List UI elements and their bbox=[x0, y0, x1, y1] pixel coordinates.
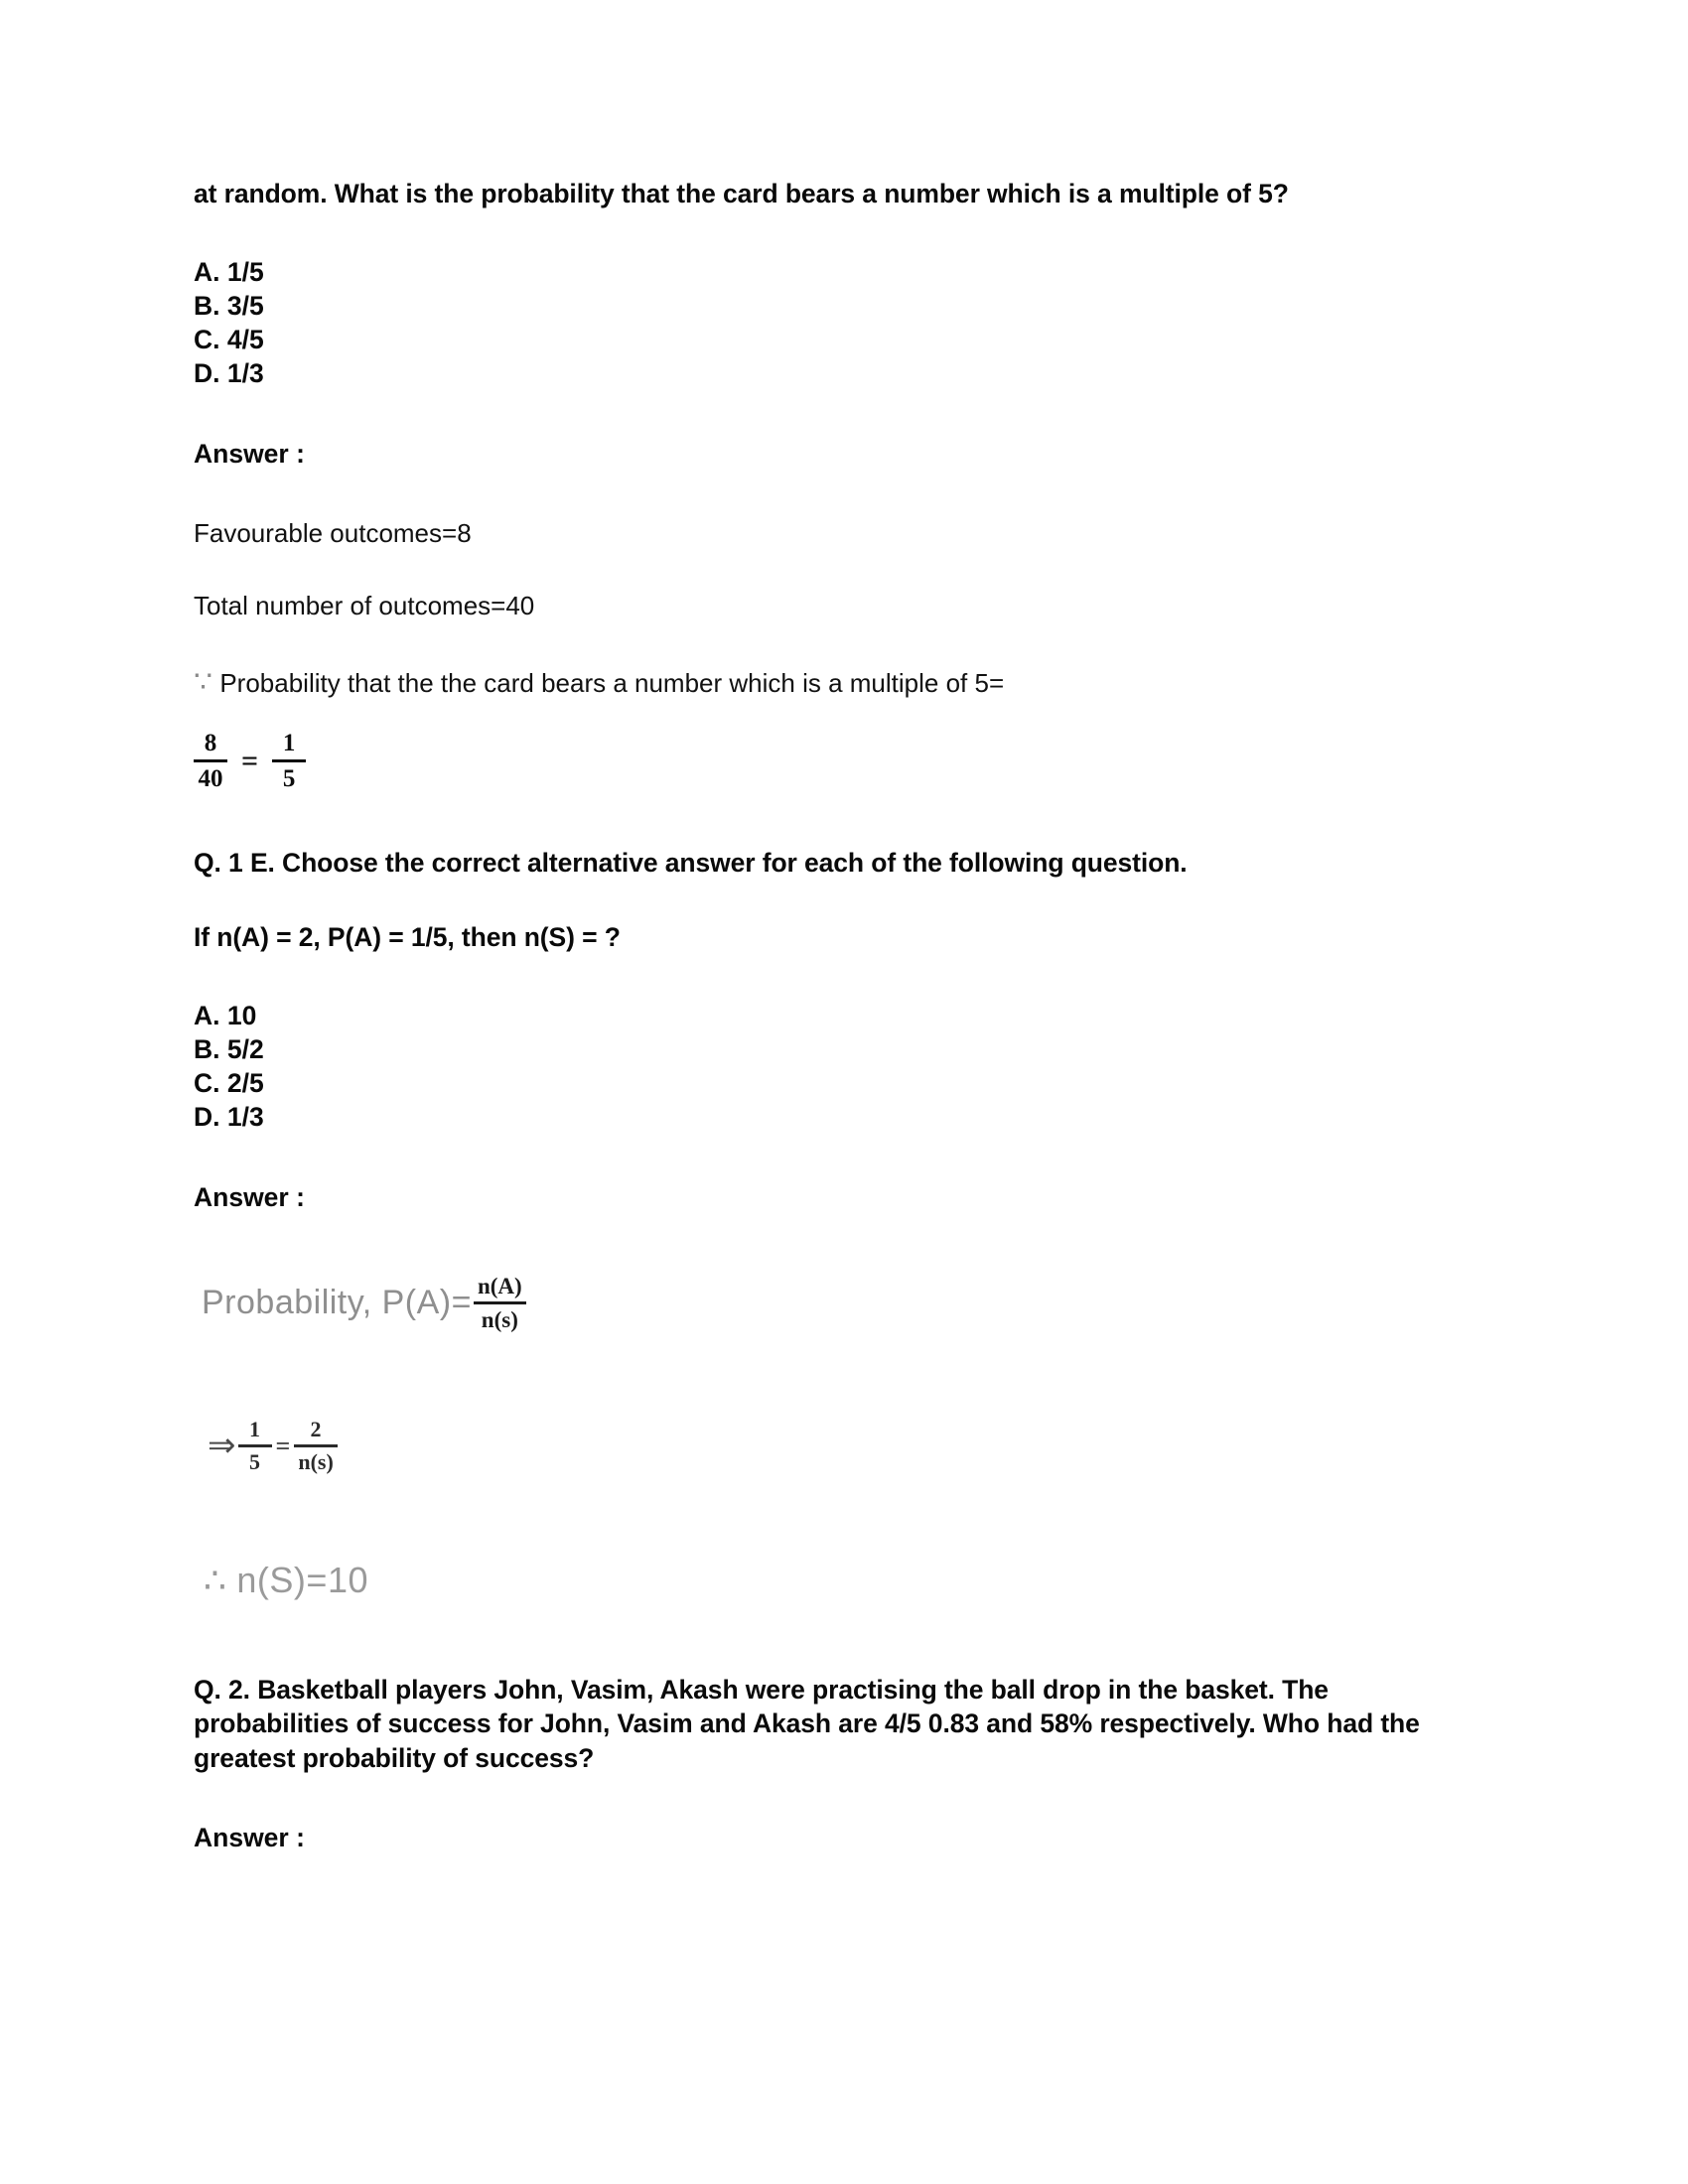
probability-formula-image bbox=[194, 1274, 1447, 1332]
denominator-ns: n(s) bbox=[481, 1307, 518, 1333]
answer-heading-1d: Answer : bbox=[194, 439, 305, 470]
probability-conclusion-text: Probability that the the card bears a number which is a multiple of 5= bbox=[219, 668, 1005, 699]
option-b: B. 3/5 bbox=[194, 291, 264, 322]
total-outcomes-line: Total number of outcomes=40 bbox=[194, 591, 535, 621]
option-d: D. 1/3 bbox=[194, 1101, 264, 1132]
fraction-equation-8-40 bbox=[194, 730, 1447, 792]
result-value: n(S)=10 bbox=[236, 1560, 368, 1601]
fraction-nA-over-ns bbox=[474, 1274, 526, 1332]
numerator-1: 1 bbox=[282, 730, 296, 757]
question-1e-options bbox=[194, 1000, 1447, 1135]
probability-formula-label: Probability, P(A)= bbox=[202, 1284, 472, 1322]
fraction-2-over-ns bbox=[294, 1418, 337, 1474]
option-d: D. 1/3 bbox=[194, 358, 264, 389]
probability-result-line bbox=[194, 1560, 1447, 1601]
because-symbol: ∵ bbox=[194, 666, 213, 700]
fraction-bar bbox=[474, 1301, 526, 1304]
fraction-bar bbox=[238, 1444, 272, 1447]
option-b: B. 5/2 bbox=[194, 1033, 264, 1064]
question-2-text: Q. 2. Basketball players John, Vasim, Akash were practising the ball drop in the basket. The probabilities of success for John, Vasim and Akash are 4/5 0.83 and 58% respectively. Who had the greatest probability of success? bbox=[194, 1675, 1420, 1773]
favourable-outcomes-line: Favourable outcomes=8 bbox=[194, 517, 472, 548]
document-content-column bbox=[194, 177, 1447, 1855]
option-c: C. 4/5 bbox=[194, 325, 264, 355]
question-1d-options bbox=[194, 256, 1447, 391]
numerator-nA: n(A) bbox=[477, 1274, 522, 1299]
question-1e-prompt: If n(A) = 2, P(A) = 1/5, then n(S) = ? bbox=[194, 921, 621, 952]
equals-sign: = bbox=[275, 1431, 291, 1460]
numerator-2: 2 bbox=[310, 1417, 322, 1442]
fraction-8-over-40 bbox=[194, 730, 227, 792]
denominator-ns: n(s) bbox=[298, 1449, 334, 1475]
fraction-bar bbox=[272, 759, 306, 762]
numerator-8: 8 bbox=[204, 730, 217, 757]
fraction-1-over-5-step bbox=[238, 1418, 272, 1474]
option-c: C. 2/5 bbox=[194, 1067, 264, 1098]
probability-conclusion-line bbox=[194, 663, 1447, 702]
fraction-bar bbox=[194, 759, 227, 762]
question-1d-stem: at random. What is the probability that the card bears a number which is a multiple of 5? bbox=[194, 179, 1289, 208]
answer-heading-2: Answer : bbox=[194, 1823, 305, 1853]
denominator-5: 5 bbox=[249, 1449, 260, 1475]
implies-arrow-icon: ⇒ bbox=[208, 1427, 236, 1464]
fraction-bar bbox=[294, 1444, 337, 1447]
denominator-5: 5 bbox=[282, 765, 296, 793]
denominator-40: 40 bbox=[198, 765, 223, 793]
option-a: A. 1/5 bbox=[194, 257, 264, 288]
equals-sign: = bbox=[241, 744, 259, 777]
therefore-symbol: ∴ bbox=[204, 1560, 227, 1601]
fraction-1-over-5 bbox=[272, 730, 306, 792]
probability-step-equation bbox=[194, 1418, 1447, 1474]
question-1e-heading: Q. 1 E. Choose the correct alternative answer for each of the following question. bbox=[194, 848, 1188, 879]
option-a: A. 10 bbox=[194, 1000, 257, 1030]
answer-heading-1e: Answer : bbox=[194, 1181, 305, 1212]
numerator-1: 1 bbox=[249, 1417, 260, 1442]
